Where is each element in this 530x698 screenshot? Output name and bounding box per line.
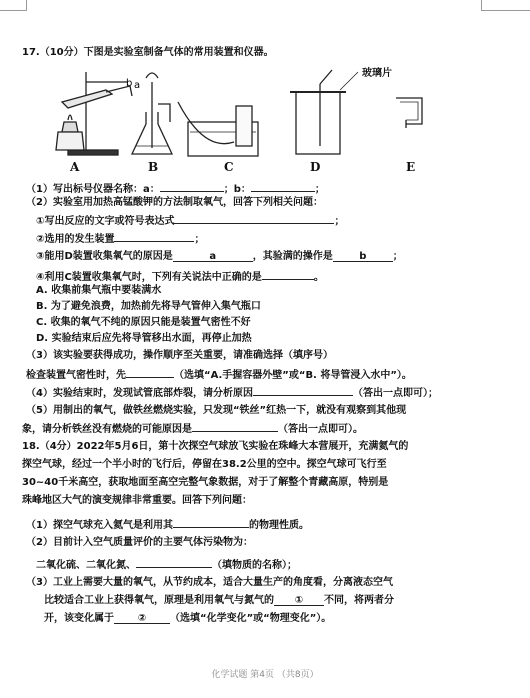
answer-blank-pollutant[interactable]	[136, 556, 212, 568]
q18-part2-line: 二氧化硫、二氧化氮、 （填物质的名称）；	[36, 556, 297, 572]
glass-slide-label: 玻璃片	[362, 68, 392, 79]
q17-p2-1-text: ①写出反应的文字或符号表达式	[36, 216, 175, 227]
q18-part1: （1）探空气球充入氦气是利用其 的物理性质。	[26, 516, 309, 532]
page-footer: 化学试题 第4页 （共8页）	[211, 670, 319, 680]
c-delivery-tube	[178, 102, 234, 144]
figure-label-d: D	[310, 160, 321, 174]
q17-p1-text: （1）写出标号仪器名称：a：	[26, 184, 160, 195]
gas-jar-d	[296, 92, 340, 154]
alcohol-lamp-flame	[62, 122, 78, 132]
label-a: a	[134, 80, 141, 91]
answer-blank-sequence[interactable]	[126, 366, 174, 378]
b-delivery-tube	[158, 104, 170, 122]
q18-line1: 18.（4分）2022年5月6日，第十次探空气球放飞实验在珠峰大本营展开，充满氦气的	[22, 441, 409, 452]
q17-p1-end: ；	[314, 184, 325, 195]
glass-slide-pointer	[340, 72, 358, 90]
page-corner-mark-left	[0, 0, 27, 11]
figure-label-c: C	[224, 160, 234, 174]
q17-part2-2: ②选用的发生装置 ；	[36, 230, 204, 246]
q18-part2: （2）目前计入空气质量评价的主要气体污染物为：	[26, 537, 253, 548]
q18-line4: 珠峰地区大气的演变规律非常重要。回答下列问题：	[22, 495, 252, 506]
answer-blank-choice[interactable]	[262, 268, 314, 280]
q17-part2-1: ①写出反应的文字或符号表达式 ；	[36, 212, 344, 228]
answer-blank-operation-b[interactable]: b	[333, 250, 393, 262]
answer-blank-crack-reason[interactable]	[253, 384, 353, 396]
answer-blank-b[interactable]	[251, 180, 315, 192]
q17-part3: （3）该实验要获得成功，操作顺序至关重要，请准确选择（填序号）	[26, 350, 333, 361]
q17-part2: （2）实验室用加热高锰酸钾的方法制取氧气，回答下列相关问题：	[26, 197, 323, 208]
q17-part3-line: 检查装置气密性时，先 （选填“A.手握容器外壁”或“B. 将导管浸入水中”）。	[26, 366, 412, 382]
alcohol-lamp	[56, 132, 84, 150]
option-c: C. 收集的氧气不纯的原因只能是装置气密性不好	[36, 317, 251, 328]
q17-p1-mid: ；b：	[223, 184, 251, 195]
option-a: A. 收集前集气瓶中要装满水	[36, 285, 162, 296]
option-b: B. 为了避免浪费，加热前先将导气管伸入集气瓶口	[36, 301, 261, 312]
test-tube	[62, 90, 112, 108]
q17-part4: （4）实验结束时，发现试管底部炸裂，请分析原因 （答出一点即可）；	[26, 384, 438, 400]
q17-p2-2-text: ②选用的发生装置	[36, 234, 115, 245]
figure-label-e: E	[406, 160, 416, 174]
q17-part2-4: ④利用C装置收集氧气时，下列有关说法中正确的是 。	[36, 268, 324, 284]
q18-part3-line3: 开，该变化属于 ② （选填“化学变化”或“物理变化”）。	[44, 613, 332, 624]
answer-blank-helium[interactable]	[173, 516, 249, 528]
stand-base	[68, 150, 118, 155]
answer-blank-reason-a[interactable]: a	[173, 250, 253, 262]
answer-blank-equation[interactable]	[174, 212, 334, 224]
q17-part2-3: ③能用D装置收集氧气的原因是 a ，其验满的操作是 b ；	[36, 251, 403, 262]
page-corner-mark-right	[481, 0, 530, 11]
gas-jar-inverted	[236, 106, 252, 146]
label-b: b	[126, 78, 133, 89]
option-d: D. 实验结束后应先将导管移出水面，再停止加热	[36, 333, 252, 344]
q17-header: 17.（10分）下图是实验室制备气体的常用装置和仪器。	[22, 47, 274, 58]
apparatus-diagram	[28, 62, 468, 178]
q18-line3: 30~40千米高空，获取地面至高空完整气象数据，对于了解整个青藏高原，特别是	[22, 477, 389, 488]
answer-blank-a[interactable]	[160, 180, 224, 192]
apparatus-figure	[28, 62, 468, 178]
answer-blank-iron-reason[interactable]	[192, 420, 278, 432]
answer-blank-2[interactable]: ②	[114, 612, 170, 624]
q18-part3-line1: （3）工业上需要大量的氧气，从节约成本，适合大量生产的角度看，分离液态空气	[26, 577, 393, 588]
q17-part5-line1: （5）用制出的氧气，做铁丝燃烧实验，只发现“铁丝”红热一下，就没有观察到其他现	[26, 405, 407, 416]
q18-part3-line2: 比较适合工业上获得氧气，原理是利用氧气与氮气的 ① 不同，将两者分	[44, 595, 394, 606]
answer-blank-1[interactable]: ①	[274, 594, 324, 606]
funnel-top	[146, 73, 158, 78]
figure-label-a: A	[70, 160, 80, 174]
q17-part5-line2: 象，请分析铁丝没有燃烧的可能原因是 （答出一点即可）。	[22, 420, 363, 436]
answer-blank-apparatus[interactable]	[114, 230, 194, 242]
figure-label-b: B	[148, 160, 159, 174]
q17-part1	[26, 180, 325, 196]
q18-line2: 探空气球，经过一个半小时的飞行后，停留在38.2公里的空中。探空气球可飞行至	[22, 459, 387, 470]
